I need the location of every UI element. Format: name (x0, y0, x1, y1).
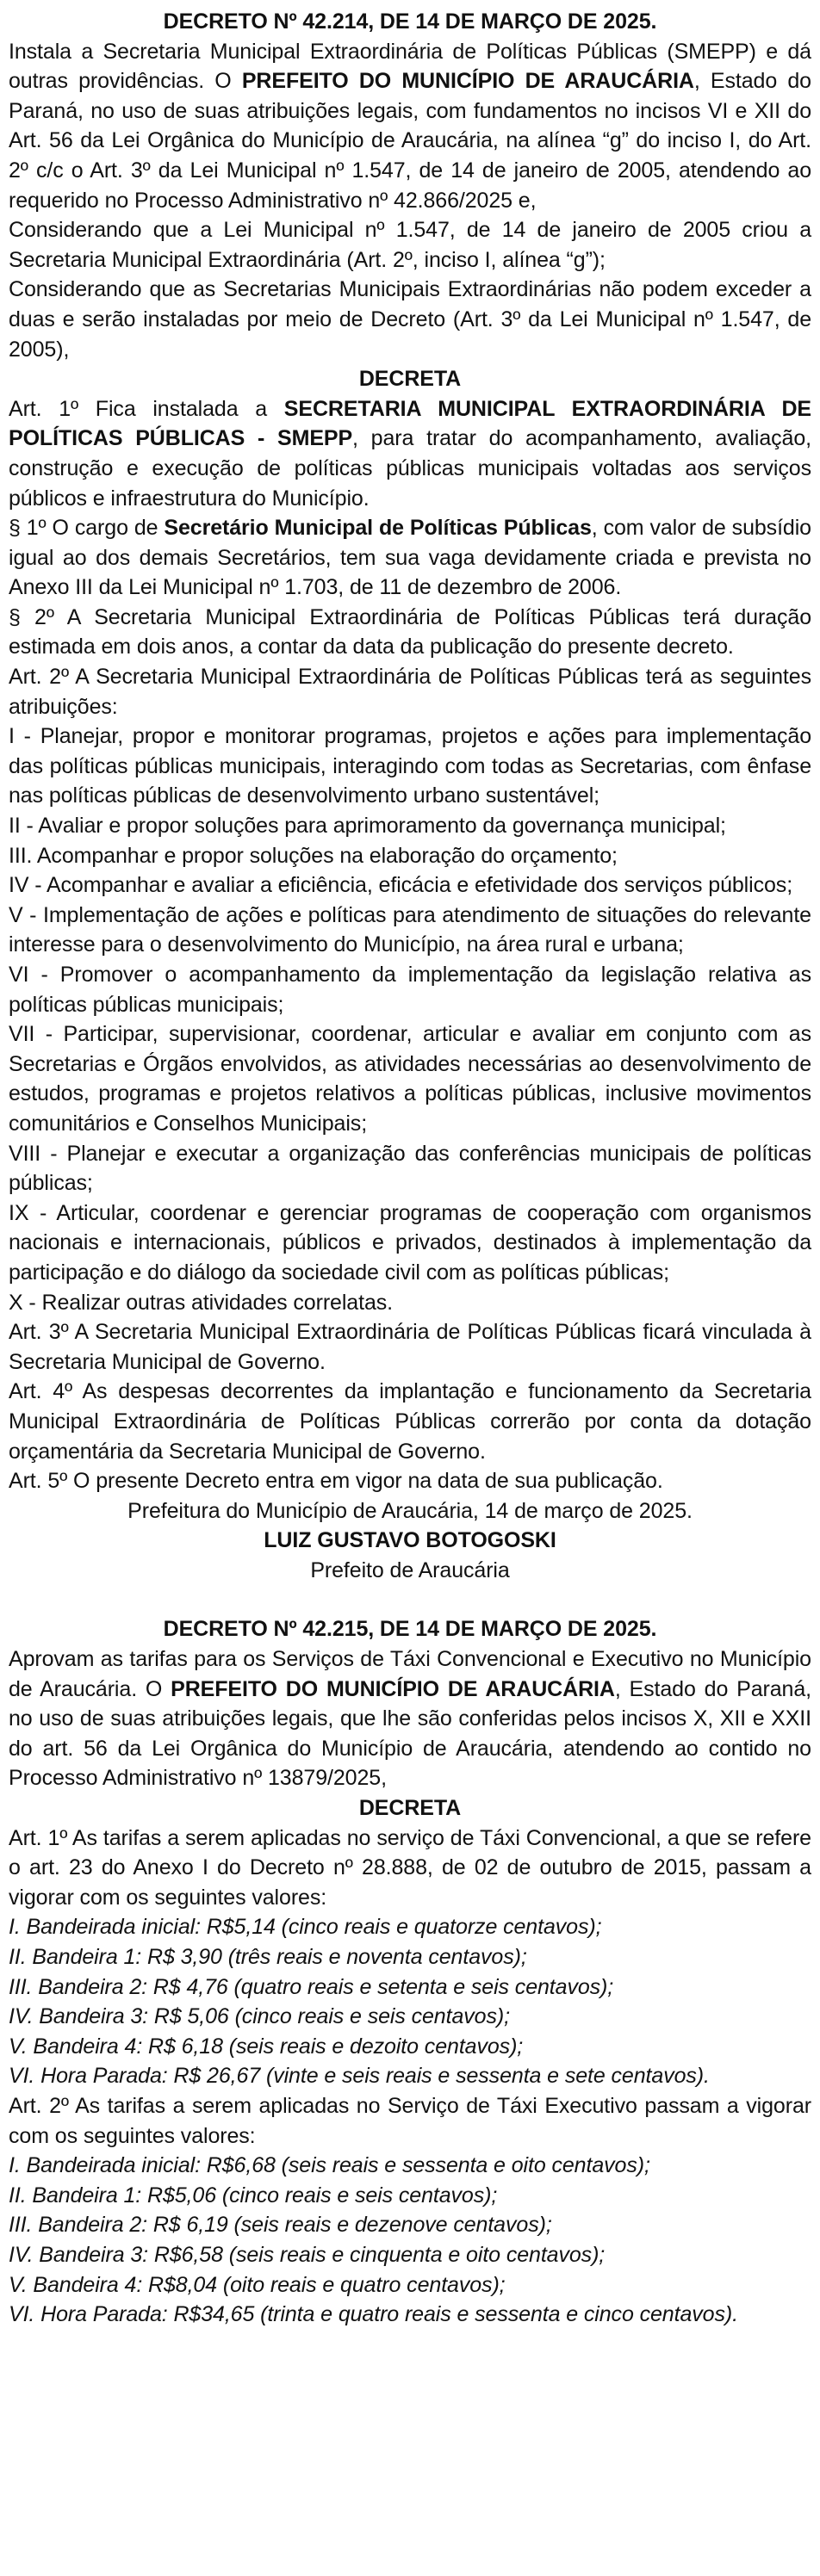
article-4: Art. 4º As despesas decorrentes da implantação e funcionamento da Secretaria Municipal Extraordinária de Políticas Públicas correrão por conta da dotação orçamentária da Secretaria Municipal de Governo. (9, 1379, 811, 1464)
text-run: Art. 1º Fica instalada a (9, 396, 284, 421)
bold-text: Secretário Municipal de Políticas Públicas (164, 516, 592, 541)
text-run: , Estado do Paraná, no uso de suas atribuições legais, com fundamentos no incisos VI e XII do Art. 56 da Lei Orgânica do Município de Araucária, na alínea “g” do inciso I, do Art. 2º c/c o Art. 3º da Lei Municipal nº 1.547, de 14 de janeiro de 2005, atendendo ao requerido no Processo Administrativo nº 42.866/2025 e, (9, 69, 811, 213)
section-spacer (9, 1585, 811, 1614)
decree-42215 (9, 1614, 811, 2329)
bold-text: SECRETARIA MUNICIPAL EXTRAORDINÁRIA DE POLÍTICAS PÚBLICAS - SMEPP (9, 396, 811, 451)
taxi-executivo-tariffs (9, 2151, 811, 2330)
considerando-1: Considerando que a Lei Municipal nº 1.547, de 14 de janeiro de 2005 criou a Secretaria Municipal Extraordinária (Art. 2º, inciso I, alínea “g”); (9, 218, 811, 272)
article-1-paragraph-1 (9, 513, 811, 603)
decree-title: DECRETO Nº 42.214, DE 14 DE MARÇO DE 2025. (163, 9, 657, 34)
signer-role: Prefeito de Araucária (310, 1557, 510, 1582)
bold-text: PREFEITO DO MUNICÍPIO DE ARAUCÁRIA (241, 69, 694, 94)
text-run: , para tratar do acompanhamento, avaliação, construção e execução de políticas públicas municipais voltadas aos serviços públicos e infraestrutura do Município. (9, 426, 811, 511)
text-run: Instala a Secretaria Municipal Extraordinária de Políticas Públicas (SMEPP) e dá outras providências. O (9, 39, 811, 94)
tariff-item: I. Bandeirada inicial: R$5,14 (cinco reais e quatorze centavos); (9, 1915, 602, 1940)
tariff-item: II. Bandeira 1: R$5,06 (cinco reais e seis centavos); (9, 2183, 498, 2208)
article-3: Art. 3º A Secretaria Municipal Extraordinária de Políticas Públicas ficará vinculada à Secretaria Municipal de Governo. (9, 1320, 811, 1374)
tariff-item: I. Bandeirada inicial: R$6,68 (seis reais e sessenta e oito centavos); (9, 2153, 650, 2178)
list-item: IV - Acompanhar e avaliar a eficiência, eficácia e efetividade dos serviços públicos; (9, 873, 793, 898)
list-item: V - Implementação de ações e políticas para atendimento de situações do relevante interesse para o desenvolvimento do Município, na área rural e urbana; (9, 902, 811, 957)
decreta-heading: DECRETA (358, 1796, 462, 1821)
list-item: III. Acompanhar e propor soluções na elaboração do orçamento; (9, 843, 618, 868)
article-1: Art. 1º As tarifas a serem aplicadas no serviço de Táxi Convencional, a que se refere o art. 23 do Anexo I do Decreto nº 28.888, de 02 de outubro de 2015, passam a vigorar com os seguintes valores: (9, 1825, 811, 1910)
list-item: II - Avaliar e propor soluções para aprimoramento da governança municipal; (9, 814, 726, 839)
list-item: IX - Articular, coordenar e gerenciar programas de cooperação com organismos nacionais e internacionais, públicos e privados, destinados à implementação da participação e do diálogo da sociedade civil com as políticas públicas; (9, 1200, 811, 1285)
list-item: I - Planejar, propor e monitorar programas, projetos e ações para implementação das políticas públicas municipais, interagindo com todas as Secretarias, com ênfase nas políticas públicas de desenvolvimento urbano sustentável; (9, 724, 811, 808)
tariff-item: II. Bandeira 1: R$ 3,90 (três reais e noventa centavos); (9, 1945, 527, 1969)
decree-preamble (9, 1644, 811, 1793)
considerando-2: Considerando que as Secretarias Municipais Extraordinárias não podem exceder a duas e serão instaladas por meio de Decreto (Art. 3º da Lei Municipal nº 1.547, de 2005), (9, 277, 811, 362)
text-run: § 1º O cargo de (9, 516, 165, 541)
tariff-item: IV. Bandeira 3: R$ 5,06 (cinco reais e seis centavos); (9, 2004, 510, 2029)
article-2: Art. 2º A Secretaria Municipal Extraordinária de Políticas Públicas terá as seguintes atribuições: (9, 665, 811, 719)
article-2: Art. 2º As tarifas a serem aplicadas no Serviço de Táxi Executivo passam a vigorar com os seguintes valores: (9, 2093, 811, 2148)
bold-text: PREFEITO DO MUNICÍPIO DE ARAUCÁRIA (171, 1676, 615, 1701)
list-item: VI - Promover o acompanhamento da implementação da legislação relativa as políticas públicas municipais; (9, 963, 811, 1017)
article-1 (9, 394, 811, 513)
decree-title: DECRETO Nº 42.215, DE 14 DE MARÇO DE 2025. (163, 1617, 657, 1642)
tariff-item: VI. Hora Parada: R$34,65 (trinta e quatro reais e sessenta e cinco centavos). (9, 2302, 738, 2327)
tariff-item: VI. Hora Parada: R$ 26,67 (vinte e seis reais e sessenta e sete centavos). (9, 2064, 710, 2089)
article-5: Art. 5º O presente Decreto entra em vigor na data de sua publicação. (9, 1469, 663, 1494)
tariff-item: III. Bandeira 2: R$ 6,19 (seis reais e dezenove centavos); (9, 2213, 552, 2238)
list-item: VIII - Planejar e executar a organização das conferências municipais de políticas públicas; (9, 1141, 811, 1196)
text-run: Aprovam as tarifas para os Serviços de Táxi Convencional e Executivo no Município de Araucária. O (9, 1647, 811, 1701)
place-date: Prefeitura do Município de Araucária, 14 de março de 2025. (127, 1498, 693, 1523)
text-run: , com valor de subsídio igual ao dos demais Secretários, tem sua vaga devidamente criada e prevista no Anexo III da Lei Municipal nº 1.703, de 11 de dezembro de 2006. (9, 516, 811, 600)
tariff-item: V. Bandeira 4: R$8,04 (oito reais e quatro centavos); (9, 2272, 506, 2297)
taxi-convencional-tariffs (9, 1912, 811, 2091)
decreta-heading: DECRETA (358, 367, 462, 392)
text-run: , Estado do Paraná, no uso de suas atribuições legais, que lhe são conferidas pelos incisos X, XII e XXII do art. 56 da Lei Orgânica do Município de Araucária, atendendo ao contido no Processo Administrativo nº 13879/2025, (9, 1676, 811, 1791)
signer-name: LUIZ GUSTAVO BOTOGOSKI (264, 1528, 556, 1553)
decree-preamble (9, 37, 811, 216)
tariff-item: V. Bandeira 4: R$ 6,18 (seis reais e dezoito centavos); (9, 2034, 524, 2059)
tariff-item: III. Bandeira 2: R$ 4,76 (quatro reais e setenta e seis centavos); (9, 1974, 614, 1999)
list-item: VII - Participar, supervisionar, coordenar, articular e avaliar em conjunto com as Secretarias e Órgãos envolvidos, as atividades necessárias ao desenvolvimento de estudos, programas e projetos relativos a políticas públicas, inclusive movimentos comunitários e Conselhos Municipais; (9, 1022, 811, 1136)
article-1-paragraph-2: § 2º A Secretaria Municipal Extraordinária de Políticas Públicas terá duração estimada em dois anos, a contar da data da publicação do presente decreto. (9, 604, 811, 659)
article-2-items (9, 721, 811, 1317)
list-item: X - Realizar outras atividades correlatas. (9, 1290, 393, 1315)
decree-42214 (9, 7, 811, 1585)
tariff-item: IV. Bandeira 3: R$6,58 (seis reais e cinquenta e oito centavos); (9, 2242, 606, 2267)
